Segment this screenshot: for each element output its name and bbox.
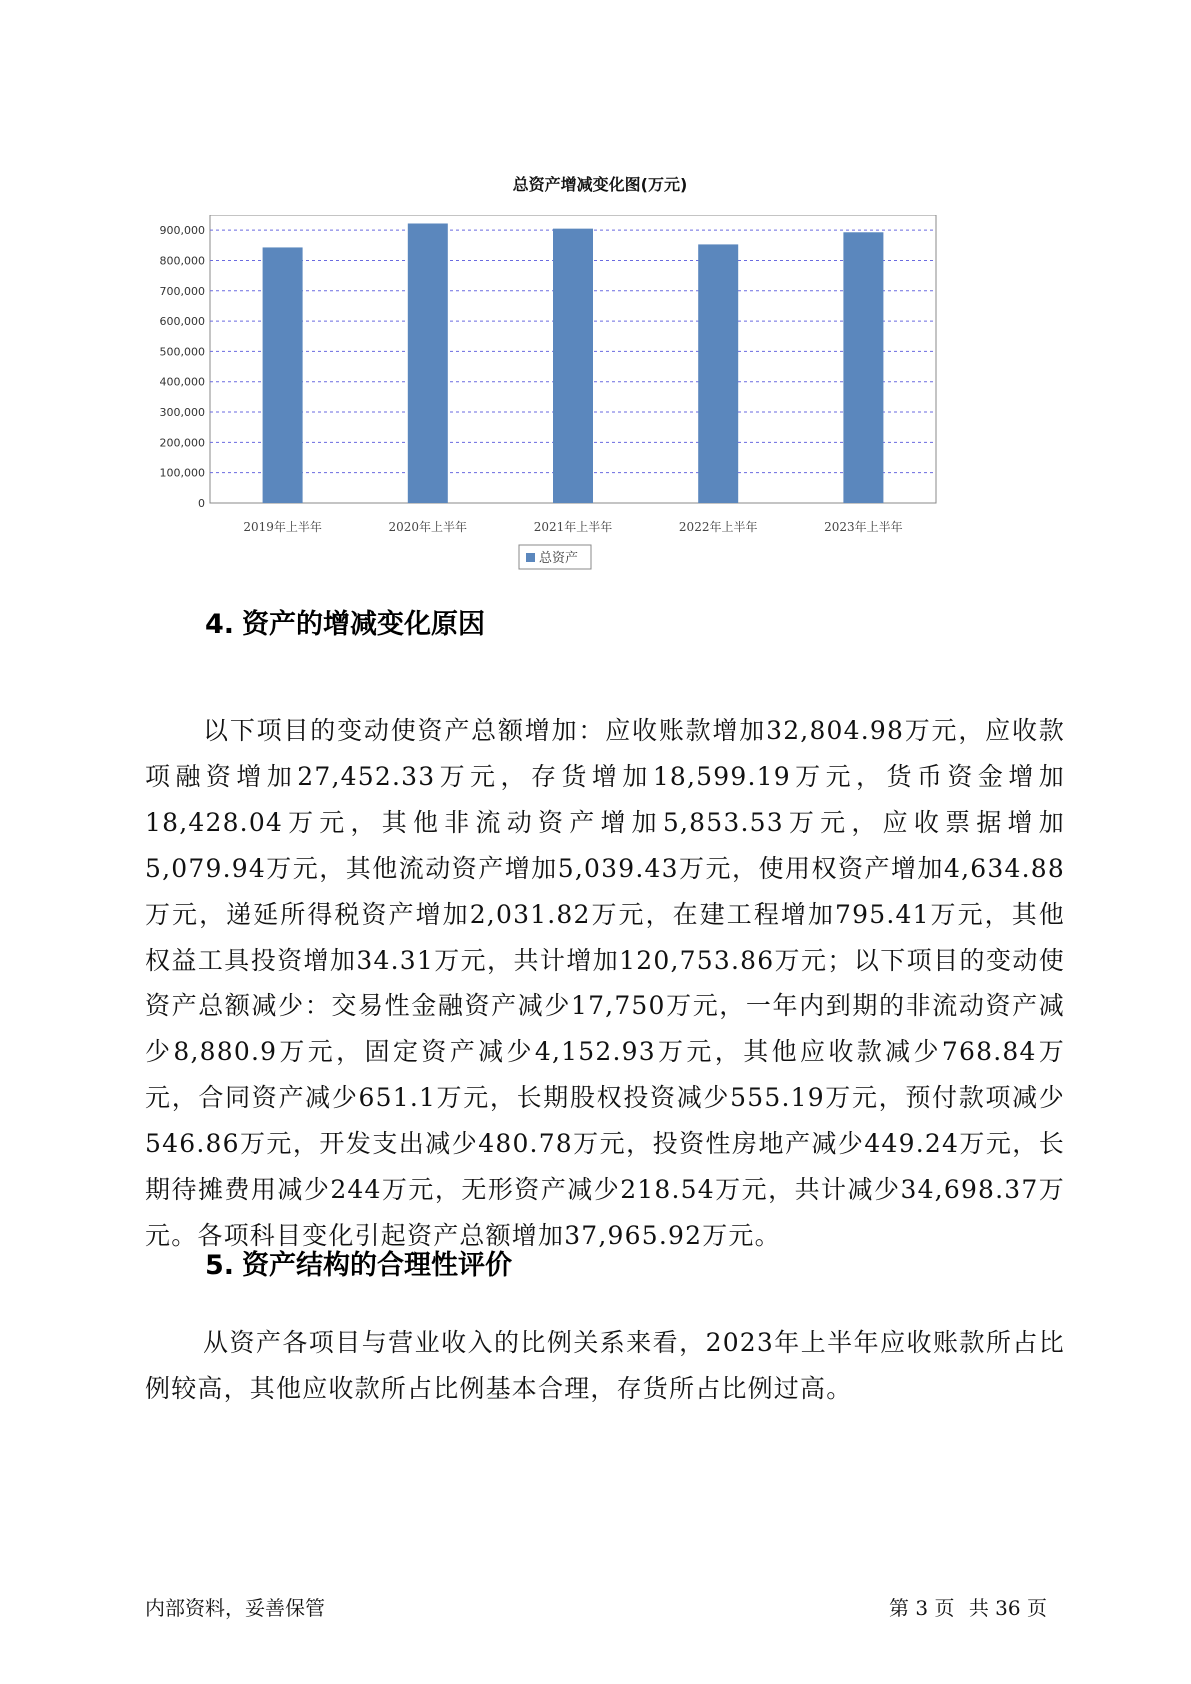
section-5-paragraph: 从资产各项目与营业收入的比例关系来看，2023年上半年应收账款所占比例较高，其他应收款所占比例基本合理，存货所占比例过高。 [145,1328,1065,1403]
footer-confidential-note: 内部资料，妥善保管 [145,1596,325,1620]
x-tick-label: 2023年上半年 [824,520,903,534]
y-tick-label: 300,000 [159,406,205,420]
bar [698,244,738,503]
section-5-number: 5. [205,1250,235,1281]
section-4-paragraph: 以下项目的变动使资产总额增加：应收账款增加32,804.98万元，应收款项融资增加27,452.33万元，存货增加18,599.19万元，货币资金增加18,428.04万元，其他非流动资产增加5,853.53万元，应收票据增加5,079.94万元，其他流动资产增加5,039.43万元，使用权资产增加4,634.88万元，递延所得税资产增加2,031.82万元，在建工程增加795.41万元，其他权益工具投资增加34.31万元，共计增加120,753.86万元；以下项目的变动使资产总额减少：交易性金融资产减少17,750万元，一年内到期的非流动资产减少8,880.9万元，固定资产减少4,152.93万元，其他应收款减少768.84万元，合同资产减少651.1万元，长期股权投资减少555.19万元，预付款项减少546.86万元，开发支出减少480.78万元，投资性房地产减少449.24万元，长期待摊费用减少244万元，无形资产减少218.54万元，共计减少34,698.37万元。各项科目变化引起资产总额增加37,965.92万元。 [145,716,1065,1250]
section-5-title: 资产结构的合理性评价 [242,1250,513,1281]
bar [263,247,303,503]
bar [408,223,448,503]
x-tick-label: 2022年上半年 [678,520,758,534]
y-tick-label: 500,000 [159,345,205,359]
section-4-heading [205,602,485,641]
bar [843,232,883,503]
x-tick-label: 2020年上半年 [388,520,468,534]
section-4-title: 资产的增减变化原因 [242,609,486,640]
y-tick-label: 900,000 [159,224,205,238]
y-tick-label: 200,000 [159,436,205,450]
section-5-heading [205,1243,512,1282]
chart-title: 总资产增减变化图(万元) [512,175,688,194]
y-tick-label: 600,000 [159,315,205,329]
y-tick-label: 800,000 [159,254,205,268]
total-assets-bar-chart [150,215,950,570]
section-4-number: 4. [205,609,235,640]
y-tick-label: 0 [198,497,205,510]
y-tick-label: 700,000 [159,284,205,298]
y-tick-label: 100,000 [159,466,205,480]
legend-swatch [526,553,535,562]
legend-label: 总资产 [539,551,579,566]
bar [553,229,593,503]
x-tick-label: 2021年上半年 [533,520,613,534]
x-tick-label: 2019年上半年 [243,520,322,534]
y-tick-label: 400,000 [159,375,205,389]
footer-page-info [885,1592,1051,1621]
page-number: 第 3 页 [889,1596,955,1620]
total-pages: 共 36 页 [968,1596,1047,1620]
